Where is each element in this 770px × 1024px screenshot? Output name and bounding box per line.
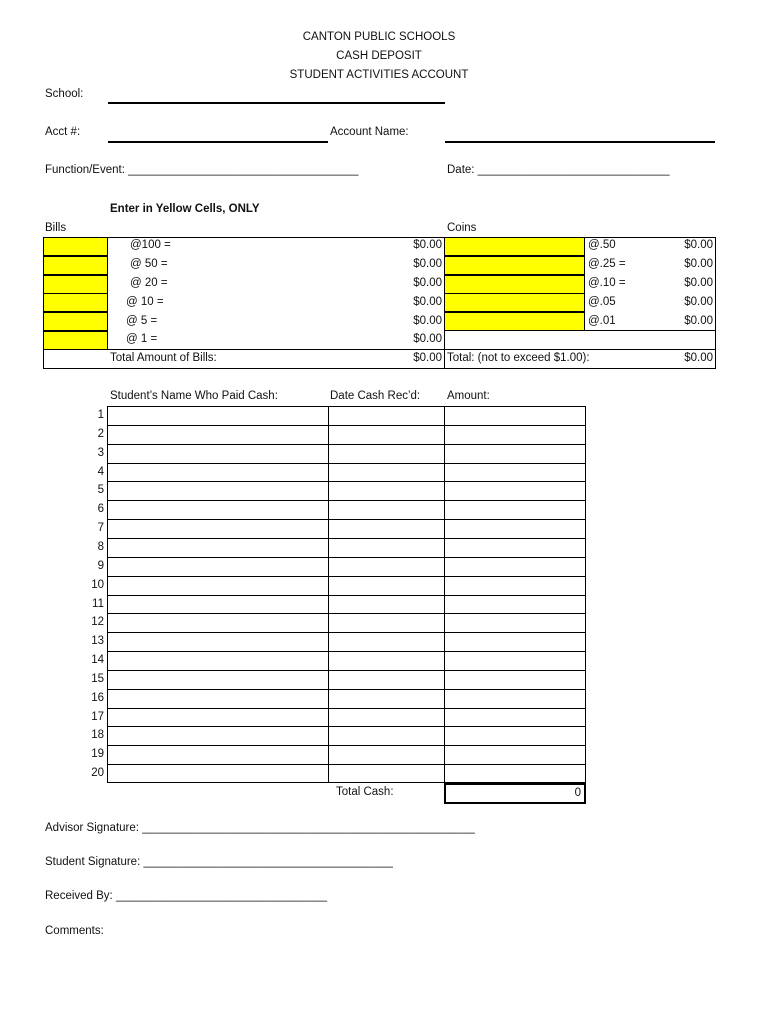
row-number: 5 bbox=[97, 484, 104, 496]
bills-amount: $0.00 bbox=[413, 333, 442, 345]
amount-cell[interactable] bbox=[444, 463, 586, 482]
header-amount: Amount: bbox=[447, 390, 490, 402]
function-event-field[interactable]: Function/Event: ____________________________________ bbox=[45, 164, 359, 176]
coins-input-10[interactable] bbox=[444, 275, 585, 294]
row-number: 1 bbox=[97, 409, 104, 421]
amount-cell[interactable] bbox=[444, 764, 586, 783]
coins-amount: $0.00 bbox=[684, 258, 713, 270]
bills-denom: @ 50 = bbox=[130, 258, 168, 270]
bills-amount: $0.00 bbox=[413, 258, 442, 270]
coins-input-05[interactable] bbox=[444, 293, 585, 312]
amount-cell[interactable] bbox=[444, 595, 586, 614]
student-name-cell[interactable] bbox=[107, 576, 328, 595]
bills-input-50[interactable] bbox=[43, 256, 108, 275]
comments-label: Comments: bbox=[45, 925, 104, 937]
school-label: School: bbox=[45, 88, 84, 100]
row-number: 16 bbox=[91, 692, 104, 704]
amount-cell[interactable] bbox=[444, 406, 586, 425]
student-name-cell[interactable] bbox=[107, 745, 328, 764]
coins-total-label: Total: (not to exceed $1.00): bbox=[447, 352, 590, 364]
amount-cell[interactable] bbox=[444, 444, 586, 463]
date-received-cell[interactable] bbox=[328, 557, 444, 576]
amount-cell[interactable] bbox=[444, 500, 586, 519]
header-student-name: Student’s Name Who Paid Cash: bbox=[110, 390, 278, 402]
row-number: 6 bbox=[97, 503, 104, 515]
advisor-signature-field[interactable]: Advisor Signature: ____________________________________________________ bbox=[45, 822, 475, 834]
bills-denom: @ 5 = bbox=[126, 315, 158, 327]
bills-total-amount: $0.00 bbox=[413, 352, 442, 364]
bills-denom: @100 = bbox=[130, 239, 171, 251]
date-received-cell[interactable] bbox=[328, 632, 444, 651]
received-by-field[interactable]: Received By: _________________________________ bbox=[45, 890, 328, 902]
row-number: 3 bbox=[97, 447, 104, 459]
amount-cell[interactable] bbox=[444, 481, 586, 500]
row-number: 10 bbox=[91, 579, 104, 591]
student-name-cell[interactable] bbox=[107, 689, 328, 708]
bills-amount: $0.00 bbox=[413, 239, 442, 251]
bills-denom: @ 1 = bbox=[126, 333, 158, 345]
date-received-cell[interactable] bbox=[328, 538, 444, 557]
bills-amount: $0.00 bbox=[413, 296, 442, 308]
student-name-cell[interactable] bbox=[107, 670, 328, 689]
bills-amount: $0.00 bbox=[413, 277, 442, 289]
amount-cell[interactable] bbox=[444, 708, 586, 727]
student-name-cell[interactable] bbox=[107, 651, 328, 670]
row-number: 4 bbox=[97, 466, 104, 478]
amount-cell[interactable] bbox=[444, 689, 586, 708]
row-number: 8 bbox=[97, 541, 104, 553]
row-number: 12 bbox=[91, 616, 104, 628]
coins-total-amount: $0.00 bbox=[684, 352, 713, 364]
acct-label: Acct #: bbox=[45, 126, 81, 138]
student-name-cell[interactable] bbox=[107, 613, 328, 632]
amount-cell[interactable] bbox=[444, 745, 586, 764]
coins-denom: @.25 = bbox=[588, 258, 626, 270]
date-received-cell[interactable] bbox=[328, 726, 444, 745]
account-name-field[interactable] bbox=[445, 141, 715, 143]
student-name-cell[interactable] bbox=[107, 764, 328, 783]
student-name-cell[interactable] bbox=[107, 444, 328, 463]
student-name-cell[interactable] bbox=[107, 481, 328, 500]
total-cash-label: Total Cash: bbox=[336, 786, 394, 798]
instruction-text: Enter in Yellow Cells, ONLY bbox=[110, 203, 260, 215]
row-number: 17 bbox=[91, 711, 104, 723]
total-cash-value: 0 bbox=[444, 783, 586, 804]
title-line-2: CASH DEPOSIT bbox=[336, 50, 422, 62]
student-name-cell[interactable] bbox=[107, 519, 328, 538]
bills-input-1[interactable] bbox=[43, 331, 108, 350]
date-received-cell[interactable] bbox=[328, 576, 444, 595]
coins-denom: @.10 = bbox=[588, 277, 626, 289]
bills-total-label: Total Amount of Bills: bbox=[110, 352, 217, 364]
date-received-cell[interactable] bbox=[328, 745, 444, 764]
date-received-cell[interactable] bbox=[328, 406, 444, 425]
student-signature-field[interactable]: Student Signature: _______________________________________ bbox=[45, 856, 393, 868]
totals-divider bbox=[43, 349, 716, 350]
row-number: 7 bbox=[97, 522, 104, 534]
row-number: 13 bbox=[91, 635, 104, 647]
date-received-cell[interactable] bbox=[328, 595, 444, 614]
date-field[interactable]: Date: ______________________________ bbox=[447, 164, 670, 176]
coins-label: Coins bbox=[447, 222, 477, 234]
date-received-cell[interactable] bbox=[328, 689, 444, 708]
amount-cell[interactable] bbox=[444, 613, 586, 632]
coins-amount: $0.00 bbox=[684, 296, 713, 308]
coins-input-25[interactable] bbox=[444, 256, 585, 275]
date-received-cell[interactable] bbox=[328, 500, 444, 519]
student-name-cell[interactable] bbox=[107, 406, 328, 425]
student-name-cell[interactable] bbox=[107, 708, 328, 727]
date-received-cell[interactable] bbox=[328, 463, 444, 482]
row-number: 19 bbox=[91, 748, 104, 760]
date-received-cell[interactable] bbox=[328, 613, 444, 632]
amount-cell[interactable] bbox=[444, 632, 586, 651]
bills-amount: $0.00 bbox=[413, 315, 442, 327]
amount-cell[interactable] bbox=[444, 557, 586, 576]
school-field[interactable] bbox=[108, 102, 445, 104]
student-name-cell[interactable] bbox=[107, 632, 328, 651]
student-name-cell[interactable] bbox=[107, 557, 328, 576]
title-line-3: STUDENT ACTIVITIES ACCOUNT bbox=[289, 69, 469, 81]
date-received-cell[interactable] bbox=[328, 519, 444, 538]
date-received-cell[interactable] bbox=[328, 670, 444, 689]
student-name-cell[interactable] bbox=[107, 425, 328, 444]
coins-denom: @.01 bbox=[588, 315, 616, 327]
bills-input-10[interactable] bbox=[43, 293, 108, 312]
date-received-cell[interactable] bbox=[328, 481, 444, 500]
bills-denom: @ 10 = bbox=[126, 296, 164, 308]
bills-input-20[interactable] bbox=[43, 275, 108, 294]
coins-denom: @.05 bbox=[588, 296, 616, 308]
row-number: 9 bbox=[97, 560, 104, 572]
amount-cell[interactable] bbox=[444, 726, 586, 745]
acct-field[interactable] bbox=[108, 141, 328, 143]
header-date-received: Date Cash Rec’d: bbox=[330, 390, 421, 402]
date-received-cell[interactable] bbox=[328, 444, 444, 463]
bills-label: Bills bbox=[45, 222, 67, 234]
coins-input-50[interactable] bbox=[444, 237, 585, 256]
amount-cell[interactable] bbox=[444, 670, 586, 689]
date-received-cell[interactable] bbox=[328, 651, 444, 670]
date-received-cell[interactable] bbox=[328, 764, 444, 783]
date-received-cell[interactable] bbox=[328, 425, 444, 444]
coins-amount: $0.00 bbox=[684, 277, 713, 289]
coins-denom: @.50 bbox=[588, 239, 616, 251]
row-number: 2 bbox=[97, 428, 104, 440]
coins-amount: $0.00 bbox=[684, 315, 713, 327]
bills-input-5[interactable] bbox=[43, 312, 108, 331]
row-number: 15 bbox=[91, 673, 104, 685]
amount-cell[interactable] bbox=[444, 576, 586, 595]
row-number: 18 bbox=[91, 729, 104, 741]
student-name-cell[interactable] bbox=[107, 595, 328, 614]
bills-denom: @ 20 = bbox=[130, 277, 168, 289]
account-name-label: Account Name: bbox=[330, 126, 409, 138]
student-name-cell[interactable] bbox=[107, 463, 328, 482]
coins-amount: $0.00 bbox=[684, 239, 713, 251]
amount-cell[interactable] bbox=[444, 538, 586, 557]
date-received-cell[interactable] bbox=[328, 708, 444, 727]
bills-input-100[interactable] bbox=[43, 237, 108, 256]
coins-input-01[interactable] bbox=[444, 312, 585, 331]
row-number: 14 bbox=[91, 654, 104, 666]
row-number: 11 bbox=[92, 598, 104, 610]
student-name-cell[interactable] bbox=[107, 500, 328, 519]
amount-cell[interactable] bbox=[444, 425, 586, 444]
amount-cell[interactable] bbox=[444, 519, 586, 538]
student-name-cell[interactable] bbox=[107, 538, 328, 557]
title-line-1: CANTON PUBLIC SCHOOLS bbox=[302, 31, 456, 43]
row-number: 20 bbox=[91, 767, 104, 779]
amount-cell[interactable] bbox=[444, 651, 586, 670]
student-name-cell[interactable] bbox=[107, 726, 328, 745]
